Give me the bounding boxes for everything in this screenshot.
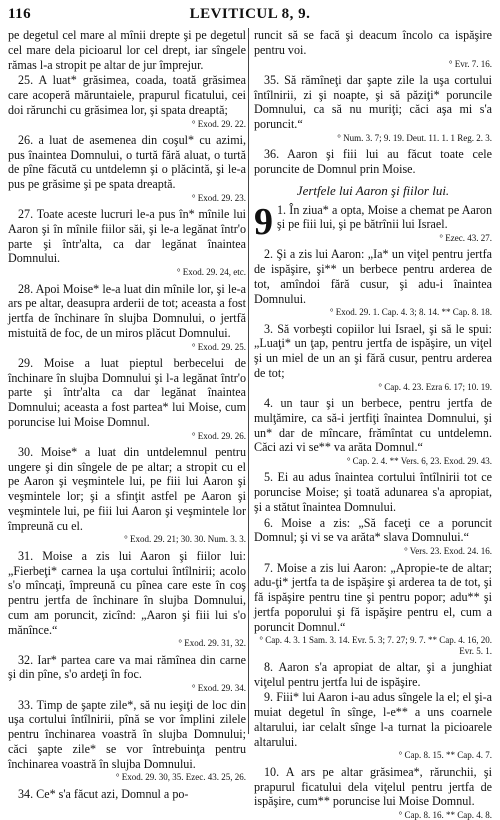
cross-reference: ° Exod. 29. 22. xyxy=(191,118,246,129)
cross-reference: ° Exod. 29. 1. Cap. 4. 3; 8. 14. ** Cap. 8. 18. xyxy=(329,307,492,318)
cross-reference: ° Exod. 29. 31, 32. xyxy=(178,638,246,649)
chapter-number: 9 xyxy=(254,200,273,243)
verse-paragraph: 3. Să vorbeşti copiilor lui Israel, şi să le spui: „Luaţi* un ţap, pentru jertfa de ispăşire, un viţel şi un miel de un an şi fără cusur, pentru arderea de tot; xyxy=(254,321,492,380)
verse-paragraph: 4. un taur şi un berbece, pentru jertfa de mulţămire, ca să-i jertfiţi înaintea Domnului, şi un* dar de mîncare, frămîntat cu untdelemn. Căci azi vi se** va arăta Domnul.“ xyxy=(254,396,492,455)
section-title: Jertfele lui Aaron şi fiilor lui. xyxy=(296,182,450,198)
verse-paragraph: 9. Fiii* lui Aaron i-au adus sîngele la el; el şi-a muiat degetul în sînge, l-e** a uns coarnele altarului, iar celalt sînge l-a turnat la picioarele altarului. xyxy=(254,690,492,749)
cross-reference: ° Cap. 4. 23. Ezra 6. 17; 10. 19. xyxy=(378,381,492,392)
verse-paragraph: 32. Iar* partea care va mai rămînea din carne şi din pîne, s'o ardeţi în foc. xyxy=(8,652,246,682)
verse-paragraph: 8. Aaron s'a apropiat de altar, şi a junghiat viţelul pentru jertfa lui de ispăşire. xyxy=(254,659,492,689)
right-column-continuation xyxy=(254,28,492,177)
verse-paragraph: 10. A ars pe altar grăsimea*, rărunchii, şi prapurul ficatului dela viţelul pentru jertfa de ispăşire, cum** poruncise lui Moise Domnul. xyxy=(254,764,492,809)
verse-paragraph: 25. A luat* grăsimea, coada, toată grăsimea care acoperă măruntaiele, prapurul ficatului, cei doi rărunchi cu grăsimea lor, şi spata dreaptă; xyxy=(8,73,246,117)
verse-paragraph: 27. Toate aceste lucruri le-a pus în* mînile lui Aaron şi în mînile fiilor săi, şi le-a legănat într'o parte şi într'alta, ca dar legănat înaintea Domnului. xyxy=(8,207,246,266)
column-divider xyxy=(248,28,249,734)
chapter-9 xyxy=(254,200,492,820)
page-header xyxy=(8,6,492,26)
verse-paragraph: 1. În ziua* a opta, Moise a chemat pe Aaron şi pe fiii lui, şi pe bătrînii lui Israel. xyxy=(277,202,492,232)
verse-paragraph: 2. Şi a zis lui Aaron: „Ia* un viţel pentru jertfa de ispăşire, şi** un berbece pentru arderea de tot, amîndoi fără cusur, şi adu-i înaintea Domnului. xyxy=(254,247,492,306)
chapter-verses xyxy=(254,200,492,820)
verse-paragraph: 36. Aaron şi fiii lui au făcut toate cele poruncite de Domnul prin Moise. xyxy=(254,147,492,176)
verse-paragraph: runcit să se facă şi deacum încolo ca ispăşire pentru voi. xyxy=(254,28,492,57)
cross-reference: ° Num. 3. 7; 9. 19. Deut. 11. 1. 1 Reg. 2. 3. xyxy=(337,132,492,143)
cross-reference: ° Evr. 7. 16. xyxy=(448,58,492,69)
cross-reference: ° Ezec. 43. 27. xyxy=(439,233,492,244)
running-title: LEVITICUL 8, 9. xyxy=(189,6,311,22)
verse-paragraph: 7. Moise a zis lui Aaron: „Apropie-te de altar; adu-ţi* jertfa ta de ispăşire şi arderea ta de tot, şi fă ispăşire pentru tine şi pentru popor; adu** şi jertfa poporului şi fă ispăşire pentru el, cum a poruncit Domnul.“ xyxy=(254,560,492,634)
verse-paragraph: 34. Ce* s'a făcut azi, Domnul a po- xyxy=(18,786,189,801)
verse-paragraph: 29. Moise a luat pieptul berbecelui de închinare în slujba Domnului şi l-a legănat într'o parte şi într'alta ca dar legănat înaintea Domnului; aceasta a fost partea* lui Moise, cum poruncise lui Moise Domnul. xyxy=(8,355,246,429)
cross-reference: ° Cap. 8. 15. ** Cap. 4. 7. xyxy=(398,750,492,761)
cross-reference: ° Exod. 29. 30, 35. Ezec. 43. 25, 26. xyxy=(115,772,246,783)
right-column xyxy=(254,28,492,820)
verse-paragraph: 6. Moise a zis: „Să faceţi ce a poruncit Domnul; şi vi se va arăta* slava Domnului.“ xyxy=(254,515,492,545)
cross-reference: ° Cap. 4. 3. 1 Sam. 3. 14. Evr. 5. 3; 7. 27; 9. 7. ** Cap. 4. 16, 20. Evr. 5. 1. xyxy=(259,635,492,656)
verse-paragraph: 30. Moise* a luat din untdelemnul pentru ungere şi din sîngele de pe altar; a stropit cu el pe Aaron şi veşmintele lui, pe fiii lui Aaron şi veşmintele lor; şi a sfinţit astfel pe Aaron şi veşmintele lui, pe fiii lui Aaron şi veşmintele lor împreună cu el. xyxy=(8,444,246,533)
cross-reference: ° Exod. 29. 34. xyxy=(191,683,246,694)
verse-paragraph: 35. Să rămîneţi dar şapte zile la uşa cortului întîlnirii, zi şi noapte, şi să păziţi* poruncile Domnului, ca să nu muriţi; căci aşa mi s'a poruncit.“ xyxy=(254,72,492,132)
verse-paragraph: 5. Ei au adus înaintea cortului întîlnirii tot ce poruncise Moise; şi toată adunarea s'a apropiat, şi a stătut înaintea Domnului. xyxy=(254,470,492,514)
verse-paragraph: 26. a luat de asemenea din coşul* cu azimi, pus înaintea Domnului, o turtă fără aluat, o turtă de pîne făcută cu untdelemn şi o plăcintă, şi le-a pus pe grăsime şi pe spata dreaptă. xyxy=(8,132,246,192)
verse-paragraph: 28. Apoi Moise* le-a luat din mînile lor, şi le-a ars pe altar, deasupra arderii de tot; aceasta a fost jertfa de închinare în slujba Domnului, o jertfă mistuită de foc, de un miros plăcut Domnului. xyxy=(8,281,246,340)
cross-reference: ° Vers. 23. Exod. 24. 16. xyxy=(404,546,492,557)
cross-reference: ° Cap. 2. 4. ** Vers. 6, 23. Exod. 29. 43. xyxy=(346,456,492,467)
verse-paragraph: 31. Moise a zis lui Aaron şi fiilor lui: „Fierbeţi* carnea la uşa cortului întîlnirii; acolo s'o mîncaţi, împreună cu pînea care este în coş pentru jertfa de închinare în slujba Domnului, cum am poruncit, zicînd: „Aaron şi fiii lui s'o mănînce.“ xyxy=(8,548,246,637)
cross-reference: ° Cap. 8. 16. ** Cap. 4. 8. xyxy=(398,810,492,820)
left-column xyxy=(8,28,246,801)
verse-paragraph: 33. Timp de şapte zile*, să nu ieşiţi de loc din uşa cortului întîlnirii, pînă se vor împlini zilele pentru închinarea voastră în slujba Domnului; căci şapte zile* se vor întrebuinţa pentru închinarea voastră în slujba Domnului. xyxy=(8,697,246,771)
cross-reference: ° Exod. 29. 23. xyxy=(191,192,246,203)
cross-reference: ° Exod. 29. 26. xyxy=(191,430,246,441)
verse-paragraph: pe degetul cel mare al mînii drepte şi pe degetul cel mare dela picioarul lor cel drept, iar sîngele rămas l-a stropit pe altar de jur împrejur. xyxy=(8,28,246,72)
cross-reference: ° Exod. 29. 25. xyxy=(191,341,246,352)
page-number: 116 xyxy=(8,6,32,22)
cross-reference: ° Exod. 29. 24, etc. xyxy=(176,267,246,278)
cross-reference: ° Exod. 29. 21; 30. 30. Num. 3. 3. xyxy=(124,534,246,545)
